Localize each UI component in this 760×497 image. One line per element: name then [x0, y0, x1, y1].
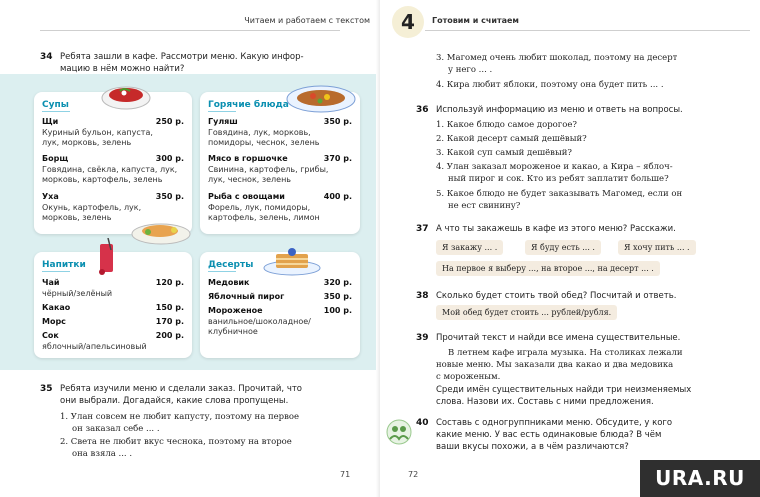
- phrase-template: Я хочу пить ... .: [618, 240, 696, 255]
- menu-item: [208, 278, 352, 289]
- task-text-line: Составь с одногруппниками меню. Обсудите, у кого: [436, 418, 673, 428]
- card-title: Напитки: [42, 260, 86, 270]
- menu-item: [208, 306, 352, 338]
- question-line: 1. Какое блюдо самое дорогое?: [436, 120, 577, 130]
- sentence-line: она взяла ... .: [72, 449, 133, 459]
- item-description: помидоры, чеснок, зелень: [208, 138, 320, 147]
- question-line: не ест свинину?: [448, 201, 521, 211]
- header-rule: [425, 30, 750, 31]
- phrase-template: Мой обед будет стоить ... рублей/рубля.: [436, 305, 617, 320]
- task-text-line: Ребята зашли в кафе. Рассмотри меню. Какую инфор-: [60, 52, 304, 62]
- sentence-line: у него ... .: [448, 65, 493, 75]
- item-price: 200 р.: [155, 331, 184, 340]
- sentence-line: 1. Улан совсем не любит капусту, поэтому на первое: [60, 412, 300, 422]
- item-price: 300 р.: [155, 154, 184, 163]
- reading-text-line: новые меню. Мы заказали два какао и два медовика: [436, 360, 674, 370]
- item-description: морковь, зелень: [42, 213, 112, 222]
- menu-item: [208, 154, 352, 186]
- menu-item: [208, 292, 352, 303]
- goulash-plate-illustration: [285, 82, 357, 114]
- item-name: Гуляш: [208, 117, 238, 126]
- task-text-line: Сколько будет стоить твой обед? Посчитай и ответь.: [436, 291, 677, 301]
- reading-text-line: В летнем кафе играла музыка. На столиках лежали: [448, 348, 683, 358]
- item-description: ванильное/шоколадное/: [208, 316, 311, 326]
- item-price: 400 р.: [323, 192, 352, 201]
- reading-text-line: с мороженым.: [436, 372, 501, 382]
- right-page: [380, 0, 760, 497]
- task-text-line: Используй информацию из меню и ответь на вопросы.: [436, 105, 683, 115]
- item-description: морковь, картофель, зелень: [42, 175, 163, 184]
- honey-cake-illustration: [262, 244, 322, 276]
- sentence-line: 2. Света не любит вкус чеснока, поэтому на второе: [60, 437, 292, 447]
- question-line: 4. Улан заказал мороженое и какао, а Кира – яблоч-: [436, 162, 673, 172]
- item-description: лук, морковь, зелень: [42, 138, 132, 147]
- task-text-line: слова. Назови их. Составь с ними предложения.: [436, 397, 654, 407]
- item-description: Окунь, картофель, лук,: [42, 202, 142, 212]
- item-description: Куриный бульон, капуста,: [42, 127, 153, 137]
- menu-item: [42, 154, 184, 186]
- menu-item: [42, 331, 184, 352]
- item-description: чёрный/зелёный: [42, 288, 113, 298]
- item-name: Морс: [42, 317, 66, 326]
- item-name: Чай: [42, 278, 60, 287]
- task-text-line: Среди имён существительных найди три неизменяемых: [436, 385, 692, 395]
- page-number: 72: [408, 470, 419, 479]
- item-name: Медовик: [208, 278, 250, 287]
- item-description: Говядина, лук, морковь,: [208, 127, 311, 137]
- running-header: Готовим и считаем: [432, 16, 519, 25]
- item-price: 120 р.: [155, 278, 184, 287]
- item-description: картофель, зелень, лимон: [208, 213, 320, 222]
- item-price: 100 р.: [323, 306, 352, 315]
- sentence-line: 3. Магомед очень любит шоколад, поэтому на десерт: [436, 53, 678, 63]
- item-price: 370 р.: [323, 154, 352, 163]
- task-number: 40: [416, 418, 429, 428]
- group-work-icon: [386, 418, 412, 446]
- task-text-line: ваши вкусы похожи, а в чём различаются?: [436, 442, 629, 452]
- menu-item: [42, 117, 184, 149]
- menu-item: [208, 117, 352, 149]
- menu-card-soups: [34, 92, 192, 234]
- borscht-bowl-illustration: [100, 78, 152, 112]
- question-line: 3. Какой суп самый дешёвый?: [436, 148, 572, 158]
- item-description: яблочный/апельсиновый: [42, 341, 147, 351]
- menu-item: [42, 303, 184, 314]
- item-description: клубничное: [208, 327, 258, 336]
- item-name: Сок: [42, 331, 59, 340]
- task-number: 37: [416, 224, 429, 234]
- task-text-line: Ребята изучили меню и сделали заказ. Прочитай, что: [60, 384, 303, 394]
- task-number: 39: [416, 333, 429, 343]
- item-name: Уха: [42, 192, 59, 201]
- task-number: 36: [416, 105, 429, 115]
- task-text-line: мацию в нём можно найти?: [60, 64, 185, 74]
- question-line: 2. Какой десерт самый дешёвый?: [436, 134, 587, 144]
- task-number: 35: [40, 384, 53, 394]
- morse-glass-illustration: [96, 238, 118, 276]
- page-number: 71: [340, 470, 351, 479]
- item-name: Мясо в горшочке: [208, 154, 288, 163]
- running-header: Читаем и работаем с текстом: [244, 16, 370, 25]
- card-title: Горячие блюда: [208, 100, 289, 110]
- sentence-line: он заказал себе ... .: [72, 424, 160, 434]
- header-rule: [40, 30, 340, 31]
- item-description: Свинина, картофель, грибы,: [208, 164, 329, 174]
- fish-plate-illustration: [130, 216, 192, 246]
- item-price: 350 р.: [155, 192, 184, 201]
- item-price: 350 р.: [323, 292, 352, 301]
- question-line: ный пирог и сок. Кто из ребят заплатит больше?: [448, 174, 669, 184]
- item-price: 250 р.: [155, 117, 184, 126]
- item-name: Мороженое: [208, 306, 263, 315]
- task-text-line: они выбрали. Догадайся, какие слова пропущены.: [60, 396, 289, 406]
- task-number: 38: [416, 291, 429, 301]
- question-line: 5. Какое блюдо не будет заказывать Магомед, если он: [436, 189, 683, 199]
- phrase-template: Я буду есть ... .: [525, 240, 601, 255]
- item-price: 170 р.: [155, 317, 184, 326]
- task-text-line: Прочитай текст и найди все имена существительные.: [436, 333, 681, 343]
- card-title: Десерты: [208, 260, 254, 270]
- item-name: Щи: [42, 117, 59, 126]
- task-number: 34: [40, 52, 53, 62]
- item-description: Говядина, свёкла, капуста, лук,: [42, 164, 178, 174]
- item-price: 350 р.: [323, 117, 352, 126]
- item-description: лук, чеснок, зелень: [208, 175, 292, 184]
- chapter-number-badge: 4: [392, 6, 424, 38]
- menu-item: [208, 192, 352, 224]
- task-text-line: А что ты закажешь в кафе из этого меню? Расскажи.: [436, 224, 676, 234]
- phrase-template: На первое я выберу ..., на второе ..., на десерт ... .: [436, 261, 660, 276]
- item-name: Яблочный пирог: [208, 292, 285, 301]
- phrase-template: Я закажу ... .: [436, 240, 503, 255]
- card-title: Супы: [42, 100, 69, 110]
- item-price: 150 р.: [155, 303, 184, 312]
- item-description: Форель, лук, помидоры,: [208, 202, 311, 212]
- menu-item: [42, 278, 184, 299]
- item-name: Рыба с овощами: [208, 192, 285, 201]
- item-name: Какао: [42, 303, 71, 312]
- task-text-line: какие меню. У вас есть одинаковые блюда? В чём: [436, 430, 662, 440]
- menu-item: [42, 317, 184, 328]
- item-name: Борщ: [42, 154, 69, 163]
- item-price: 320 р.: [323, 278, 352, 287]
- watermark-logo: URA.RU: [640, 460, 760, 497]
- sentence-line: 4. Кира любит яблоки, поэтому она будет пить ... .: [436, 80, 664, 90]
